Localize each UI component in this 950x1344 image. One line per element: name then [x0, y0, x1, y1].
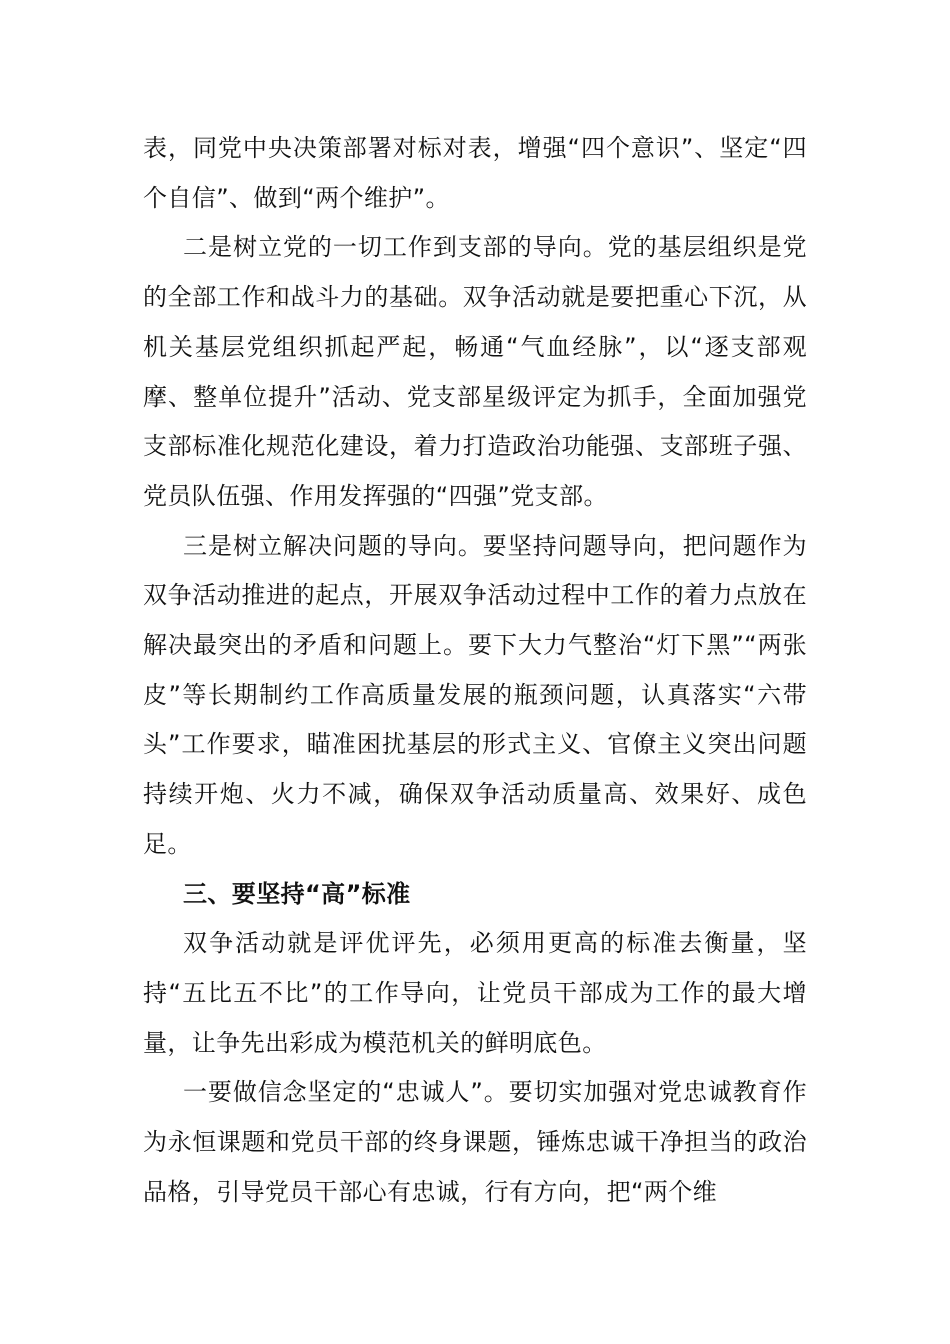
paragraph-continuation: 表，同党中央决策部署对标对表，增强“四个意识”、坚定“四个自信”、做到“两个维护”。	[143, 134, 807, 212]
paragraph-problem-solving-orientation: 三是树立解决问题的导向。要坚持问题导向，把问题作为双争活动推进的起点，开展双争活动过程中工作的着力点放在解决最突出的矛盾和问题上。要下大力气整治“灯下黑”“两张皮”等长期制约工作高质量发展的瓶颈问题，认真落实“六带头”工作要求，瞄准困扰基层的形式主义、官僚主义突出问题持续开炮、火力不减，确保双争活动质量高、效果好、成色足。	[143, 531, 807, 858]
document-body	[143, 124, 807, 1217]
paragraph-branch-orientation: 二是树立党的一切工作到支部的导向。党的基层组织是党的全部工作和战斗力的基础。双争活动就是要把重心下沉，从机关基层党组织抓起严起，畅通“气血经脉”，以“逐支部观摩、整单位提升”活动、党支部星级评定为抓手，全面加强党支部标准化规范化建设，着力打造政治功能强、支部班子强、党员队伍强、作用发挥强的“四强”党支部。	[143, 233, 807, 510]
section-heading-high-standard: 三、要坚持“高”标准	[183, 879, 411, 908]
paragraph-evaluation-standard: 双争活动就是评优评先，必须用更高的标准去衡量，坚持“五比五不比”的工作导向，让党员干部成为工作的最大增量，让争先出彩成为模范机关的鲜明底色。	[143, 929, 807, 1057]
paragraph-loyal-person: 一要做信念坚定的“忠诚人”。要切实加强对党忠诚教育作为永恒课题和党员干部的终身课题，锤炼忠诚干净担当的政治品格，引导党员干部心有忠诚，行有方向，把“两个维	[143, 1078, 807, 1206]
